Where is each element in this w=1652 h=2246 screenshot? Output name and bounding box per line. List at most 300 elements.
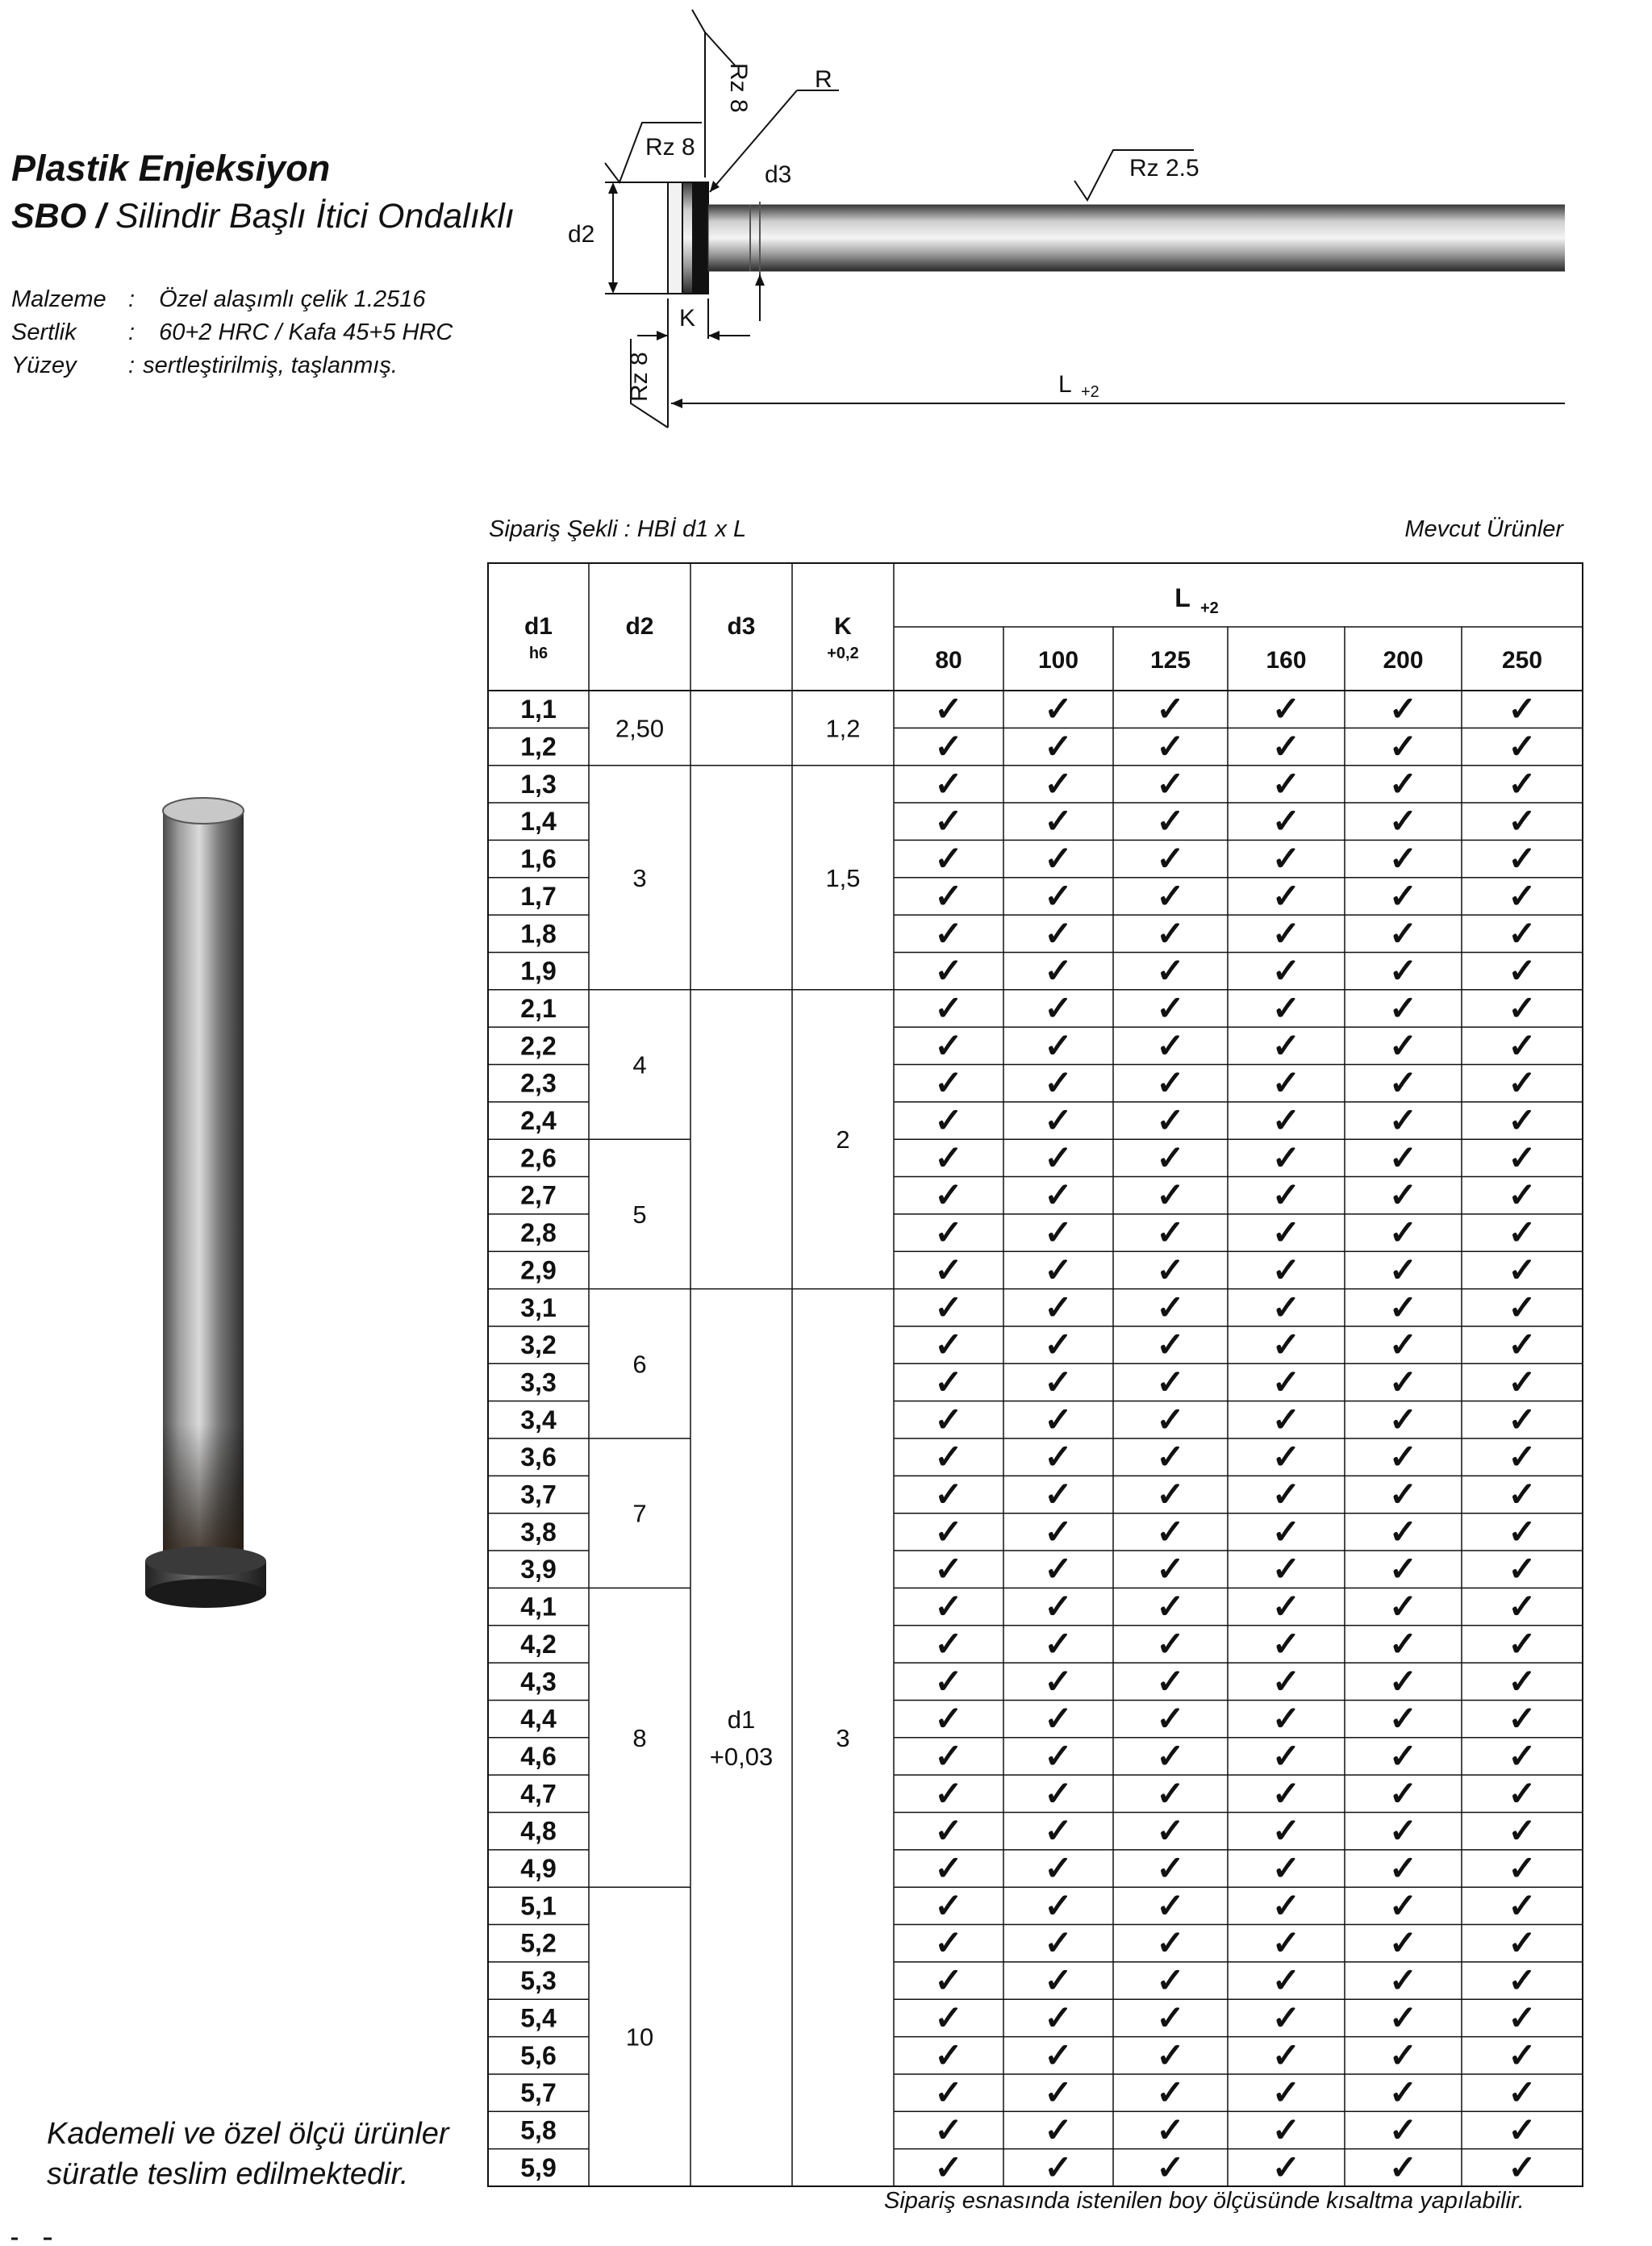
check-mark-icon: ✓ [1388, 1101, 1418, 1140]
check-mark-icon: ✓ [934, 2035, 963, 2074]
check-mark-icon: ✓ [1271, 1736, 1301, 1775]
check-mark-icon: ✓ [1271, 690, 1301, 728]
check-mark-icon: ✓ [1156, 1512, 1185, 1551]
cell-d2: 8 [632, 1723, 647, 1752]
check-mark-icon: ✓ [1271, 1699, 1301, 1738]
check-mark-icon: ✓ [1044, 1438, 1073, 1476]
cell-d1: 2,4 [520, 1106, 557, 1136]
check-mark-icon: ✓ [1044, 1475, 1073, 1513]
check-mark-icon: ✓ [1508, 1026, 1537, 1065]
check-mark-icon: ✓ [934, 1923, 963, 1962]
check-mark-icon: ✓ [1044, 1101, 1073, 1140]
check-mark-icon: ✓ [1508, 1736, 1537, 1775]
check-mark-icon: ✓ [1388, 1175, 1418, 1214]
check-mark-icon: ✓ [1044, 1736, 1073, 1775]
cell-d1: 2,1 [520, 993, 557, 1023]
label-k: K [679, 305, 696, 332]
check-mark-icon: ✓ [1508, 914, 1537, 953]
check-mark-icon: ✓ [1388, 1587, 1418, 1626]
check-mark-icon: ✓ [934, 1736, 963, 1775]
cell-d1: 1,7 [520, 881, 557, 911]
check-mark-icon: ✓ [1044, 988, 1073, 1027]
check-mark-icon: ✓ [1156, 876, 1185, 915]
header-length-160: 160 [1266, 647, 1307, 674]
check-mark-icon: ✓ [934, 1961, 963, 2000]
check-mark-icon: ✓ [1044, 1998, 1073, 2037]
check-mark-icon: ✓ [934, 1063, 963, 1102]
check-mark-icon: ✓ [1044, 1288, 1073, 1326]
check-mark-icon: ✓ [1508, 1288, 1537, 1326]
check-mark-icon: ✓ [934, 1886, 963, 1925]
check-mark-icon: ✓ [1508, 1138, 1537, 1177]
check-mark-icon: ✓ [1388, 764, 1418, 803]
check-mark-icon: ✓ [1044, 802, 1073, 841]
check-mark-icon: ✓ [1508, 876, 1537, 915]
cell-d1: 5,3 [520, 1966, 557, 1996]
check-mark-icon: ✓ [1508, 2110, 1537, 2149]
check-mark-icon: ✓ [1044, 2110, 1073, 2149]
cell-d1: 3,7 [520, 1480, 557, 1509]
check-mark-icon: ✓ [1508, 839, 1537, 878]
check-mark-icon: ✓ [1271, 1213, 1301, 1252]
table-border [488, 563, 1583, 2186]
check-mark-icon: ✓ [1508, 988, 1537, 1027]
check-mark-icon: ✓ [1508, 1774, 1537, 1813]
check-mark-icon: ✓ [1156, 1923, 1185, 1962]
check-mark-icon: ✓ [1508, 1587, 1537, 1626]
check-mark-icon: ✓ [1044, 1886, 1073, 1925]
check-mark-icon: ✓ [1044, 876, 1073, 915]
check-mark-icon: ✓ [934, 690, 963, 728]
cell-d1: 3,3 [520, 1367, 557, 1397]
check-mark-icon: ✓ [1388, 1736, 1418, 1775]
check-mark-icon: ✓ [934, 1325, 963, 1364]
label-rz8-left: Rz 8 [645, 134, 695, 161]
check-mark-icon: ✓ [1156, 1026, 1185, 1065]
check-mark-icon: ✓ [1388, 1774, 1418, 1813]
check-mark-icon: ✓ [1271, 1138, 1301, 1177]
check-mark-icon: ✓ [1156, 1138, 1185, 1177]
check-mark-icon: ✓ [1388, 2073, 1418, 2112]
check-mark-icon: ✓ [1388, 1063, 1418, 1102]
check-mark-icon: ✓ [1044, 1849, 1073, 1888]
check-mark-icon: ✓ [1156, 1400, 1185, 1438]
check-mark-icon: ✓ [1271, 1849, 1301, 1888]
check-mark-icon: ✓ [1156, 1325, 1185, 1364]
check-mark-icon: ✓ [1044, 1325, 1073, 1364]
check-mark-icon: ✓ [1156, 1811, 1185, 1850]
label-d3: d3 [765, 161, 792, 188]
check-mark-icon: ✓ [934, 1288, 963, 1326]
check-mark-icon: ✓ [1271, 914, 1301, 953]
check-mark-icon: ✓ [1508, 1363, 1537, 1401]
check-mark-icon: ✓ [934, 1400, 963, 1438]
check-mark-icon: ✓ [1044, 1363, 1073, 1401]
check-mark-icon: ✓ [1044, 1250, 1073, 1289]
cell-d1: 4,6 [520, 1741, 557, 1771]
check-mark-icon: ✓ [1156, 1961, 1185, 2000]
cell-d1: 3,1 [520, 1292, 557, 1322]
check-mark-icon: ✓ [1156, 1438, 1185, 1476]
check-mark-icon: ✓ [1271, 1175, 1301, 1214]
check-mark-icon: ✓ [1156, 1250, 1185, 1289]
check-mark-icon: ✓ [1156, 1363, 1185, 1401]
check-mark-icon: ✓ [1044, 1138, 1073, 1177]
check-mark-icon: ✓ [1156, 1213, 1185, 1252]
check-mark-icon: ✓ [1156, 802, 1185, 841]
cell-d1: 3,4 [520, 1405, 557, 1434]
check-mark-icon: ✓ [1271, 1662, 1301, 1701]
check-mark-icon: ✓ [1388, 914, 1418, 953]
check-mark-icon: ✓ [1156, 1063, 1185, 1102]
cell-d1: 4,8 [520, 1816, 557, 1846]
check-mark-icon: ✓ [934, 1250, 963, 1289]
check-mark-icon: ✓ [1508, 1101, 1537, 1140]
check-mark-icon: ✓ [1388, 2110, 1418, 2149]
cell-d2: 10 [625, 2023, 654, 2052]
cell-d1: 2,8 [520, 1218, 557, 1248]
cell-d2: 2,50 [615, 714, 665, 743]
check-mark-icon: ✓ [934, 2110, 963, 2149]
cell-d1: 4,1 [520, 1592, 557, 1622]
check-mark-icon: ✓ [1271, 1998, 1301, 2037]
check-mark-icon: ✓ [1388, 876, 1418, 915]
check-mark-icon: ✓ [1508, 1961, 1537, 2000]
header-length-125: 125 [1149, 647, 1191, 674]
check-mark-icon: ✓ [1388, 1512, 1418, 1551]
label-r: R [815, 66, 832, 93]
check-mark-icon: ✓ [1271, 1363, 1301, 1401]
spec-value: Özel alaşımlı çelik 1.2516 [159, 286, 426, 312]
check-mark-icon: ✓ [934, 2073, 963, 2112]
check-mark-icon: ✓ [1508, 1512, 1537, 1551]
check-mark-icon: ✓ [1156, 1101, 1185, 1140]
header-d1-tolerance: h6 [528, 645, 549, 662]
check-mark-icon: ✓ [1271, 1026, 1301, 1065]
header-l-tolerance: +2 [1200, 599, 1219, 617]
check-mark-icon: ✓ [1156, 764, 1185, 803]
check-mark-icon: ✓ [1508, 1811, 1537, 1850]
check-mark-icon: ✓ [934, 1811, 963, 1850]
check-mark-icon: ✓ [1388, 2035, 1418, 2074]
cell-d1: 1,1 [520, 695, 557, 724]
check-mark-icon: ✓ [934, 802, 963, 841]
header-d3: d3 [727, 613, 756, 640]
check-mark-icon: ✓ [1156, 1774, 1185, 1813]
check-mark-icon: ✓ [1044, 1811, 1073, 1850]
header-d1: d1 [524, 613, 553, 640]
cell-d1: 5,8 [520, 2115, 557, 2145]
check-mark-icon: ✓ [1044, 1213, 1073, 1252]
check-mark-icon: ✓ [1044, 1662, 1073, 1701]
header-k: K [834, 613, 852, 640]
check-mark-icon: ✓ [1271, 1550, 1301, 1588]
check-mark-icon: ✓ [1388, 1400, 1418, 1438]
cell-k: 2 [836, 1125, 850, 1154]
check-mark-icon: ✓ [1508, 1175, 1537, 1214]
check-mark-icon: ✓ [1156, 1998, 1185, 2037]
check-mark-icon: ✓ [1388, 802, 1418, 841]
check-mark-icon: ✓ [1156, 1624, 1185, 1663]
check-mark-icon: ✓ [1044, 1026, 1073, 1065]
check-mark-icon: ✓ [934, 1624, 963, 1663]
check-mark-icon: ✓ [1508, 1325, 1537, 1364]
check-mark-icon: ✓ [934, 1662, 963, 1701]
order-format: Sipariş Şekli : HBİ d1 x L [489, 516, 747, 542]
check-mark-icon: ✓ [1508, 690, 1537, 728]
cell-d2: 6 [632, 1350, 647, 1379]
check-mark-icon: ✓ [1271, 764, 1301, 803]
check-mark-icon: ✓ [1044, 914, 1073, 953]
check-mark-icon: ✓ [1271, 1624, 1301, 1663]
check-mark-icon: ✓ [1271, 1288, 1301, 1326]
cell-d1: 1,3 [520, 769, 557, 799]
cell-k: 1,2 [825, 714, 861, 743]
check-mark-icon: ✓ [1388, 2148, 1418, 2186]
cell-d3: d1 [727, 1705, 756, 1734]
check-mark-icon: ✓ [1271, 1587, 1301, 1626]
check-mark-icon: ✓ [1508, 951, 1537, 990]
check-mark-icon: ✓ [1156, 1175, 1185, 1214]
check-mark-icon: ✓ [1044, 1961, 1073, 2000]
check-mark-icon: ✓ [1508, 764, 1537, 803]
check-mark-icon: ✓ [1388, 1662, 1418, 1701]
check-mark-icon: ✓ [934, 839, 963, 878]
check-mark-icon: ✓ [1156, 1736, 1185, 1775]
header-length-100: 100 [1037, 647, 1079, 674]
cell-d1: 3,8 [520, 1517, 557, 1547]
spec-label: Yüzey [11, 353, 77, 378]
spec-hardness: Sertlik : 60+2 HRC / Kafa 45+5 HRC [11, 319, 453, 345]
check-mark-icon: ✓ [1388, 1250, 1418, 1289]
cell-d1: 5,7 [520, 2078, 557, 2108]
header-k-tolerance: +0,2 [827, 645, 859, 662]
check-mark-icon: ✓ [1156, 1587, 1185, 1626]
check-mark-icon: ✓ [1044, 2035, 1073, 2074]
check-mark-icon: ✓ [1508, 802, 1537, 841]
check-mark-icon: ✓ [1156, 988, 1185, 1027]
check-mark-icon: ✓ [1388, 1849, 1418, 1888]
check-mark-icon: ✓ [1388, 1699, 1418, 1738]
check-mark-icon: ✓ [934, 1998, 963, 2037]
check-mark-icon: ✓ [1388, 1213, 1418, 1252]
check-mark-icon: ✓ [1044, 2148, 1073, 2186]
check-mark-icon: ✓ [1044, 1175, 1073, 1214]
check-mark-icon: ✓ [1271, 951, 1301, 990]
check-mark-icon: ✓ [1388, 1998, 1418, 2037]
cell-d1: 1,4 [520, 807, 557, 837]
cell-d2: 4 [632, 1050, 647, 1079]
cell-d3: +0,03 [709, 1742, 774, 1771]
check-mark-icon: ✓ [1156, 1886, 1185, 1925]
check-mark-icon: ✓ [934, 1175, 963, 1214]
check-mark-icon: ✓ [1508, 727, 1537, 766]
cell-d1: 4,3 [520, 1667, 557, 1697]
check-mark-icon: ✓ [1271, 1438, 1301, 1476]
label-l: L [1058, 371, 1072, 398]
check-mark-icon: ✓ [1044, 1512, 1073, 1551]
check-mark-icon: ✓ [934, 1512, 963, 1551]
check-mark-icon: ✓ [934, 1550, 963, 1588]
check-mark-icon: ✓ [1271, 2035, 1301, 2074]
label-rz25: Rz 2.5 [1129, 155, 1199, 182]
check-mark-icon: ✓ [1044, 1550, 1073, 1588]
spec-value: sertleştirilmiş, taşlanmış. [143, 353, 398, 378]
check-mark-icon: ✓ [1156, 1849, 1185, 1888]
check-mark-icon: ✓ [934, 727, 963, 766]
check-mark-icon: ✓ [1388, 1624, 1418, 1663]
cell-d1: 1,9 [520, 956, 557, 986]
check-mark-icon: ✓ [1508, 1250, 1537, 1289]
check-mark-icon: ✓ [934, 1213, 963, 1252]
check-mark-icon: ✓ [1271, 1400, 1301, 1438]
cell-d1: 4,7 [520, 1779, 557, 1809]
spec-surface: Yüzey : sertleştirilmiş, taşlanmış. [11, 353, 398, 378]
check-mark-icon: ✓ [1271, 727, 1301, 766]
check-mark-icon: ✓ [1044, 1624, 1073, 1663]
check-mark-icon: ✓ [1271, 1325, 1301, 1364]
check-mark-icon: ✓ [1044, 1400, 1073, 1438]
cell-d2: 7 [632, 1499, 647, 1528]
check-mark-icon: ✓ [1388, 1811, 1418, 1850]
spec-value: 60+2 HRC / Kafa 45+5 HRC [159, 319, 453, 345]
check-mark-icon: ✓ [1271, 1101, 1301, 1140]
label-d2: d2 [568, 221, 595, 248]
cell-d1: 5,9 [520, 2152, 557, 2182]
header-d2: d2 [625, 613, 654, 640]
check-mark-icon: ✓ [1044, 1587, 1073, 1626]
cell-d1: 1,2 [520, 732, 557, 762]
check-mark-icon: ✓ [1271, 1063, 1301, 1102]
check-mark-icon: ✓ [1388, 1288, 1418, 1326]
check-mark-icon: ✓ [1388, 839, 1418, 878]
check-mark-icon: ✓ [1508, 1662, 1537, 1701]
check-mark-icon: ✓ [934, 1101, 963, 1140]
cell-d1: 3,6 [520, 1442, 557, 1472]
check-mark-icon: ✓ [1271, 802, 1301, 841]
check-mark-icon: ✓ [934, 1699, 963, 1738]
check-mark-icon: ✓ [1044, 839, 1073, 878]
check-mark-icon: ✓ [1044, 951, 1073, 990]
header-length-200: 200 [1383, 647, 1424, 674]
available-label: Mevcut Ürünler [1404, 516, 1563, 542]
check-mark-icon: ✓ [1508, 1063, 1537, 1102]
check-mark-icon: ✓ [1508, 1624, 1537, 1663]
check-mark-icon: ✓ [1156, 951, 1185, 990]
header-l: L [1174, 583, 1191, 612]
check-mark-icon: ✓ [1388, 1475, 1418, 1513]
check-mark-icon: ✓ [1508, 1213, 1537, 1252]
page-title: Plastik Enjeksiyon [11, 148, 331, 189]
check-mark-icon: ✓ [1156, 2110, 1185, 2149]
check-mark-icon: ✓ [1156, 1550, 1185, 1588]
check-mark-icon: ✓ [1156, 2073, 1185, 2112]
spec-label: Sertlik [11, 319, 77, 345]
check-mark-icon: ✓ [1044, 1774, 1073, 1813]
check-mark-icon: ✓ [934, 1774, 963, 1813]
check-mark-icon: ✓ [1388, 1550, 1418, 1588]
check-mark-icon: ✓ [1388, 727, 1418, 766]
check-mark-icon: ✓ [1271, 1475, 1301, 1513]
check-mark-icon: ✓ [1044, 727, 1073, 766]
check-mark-icon: ✓ [1388, 988, 1418, 1027]
check-mark-icon: ✓ [1044, 1923, 1073, 1962]
spec-material: Malzeme : Özel alaşımlı çelik 1.2516 [11, 286, 426, 312]
check-mark-icon: ✓ [1508, 1849, 1537, 1888]
check-mark-icon: ✓ [1508, 1886, 1537, 1925]
label-rz8-bottom: Rz 8 [626, 352, 653, 402]
check-mark-icon: ✓ [1044, 764, 1073, 803]
header-length-250: 250 [1501, 647, 1543, 674]
check-mark-icon: ✓ [1156, 914, 1185, 953]
check-mark-icon: ✓ [1156, 839, 1185, 878]
check-mark-icon: ✓ [1271, 2110, 1301, 2149]
check-mark-icon: ✓ [934, 2148, 963, 2186]
product-code: SBO / [11, 197, 106, 236]
check-mark-icon: ✓ [1508, 1438, 1537, 1476]
cell-k: 1,5 [825, 863, 861, 892]
check-mark-icon: ✓ [1388, 1923, 1418, 1962]
check-mark-icon: ✓ [1271, 2073, 1301, 2112]
check-mark-icon: ✓ [1271, 839, 1301, 878]
check-mark-icon: ✓ [1508, 1998, 1537, 2037]
check-mark-icon: ✓ [1508, 2148, 1537, 2186]
check-mark-icon: ✓ [1271, 1250, 1301, 1289]
page-mark [11, 2231, 60, 2240]
check-mark-icon: ✓ [934, 951, 963, 990]
cell-d1: 1,8 [520, 919, 557, 949]
check-mark-icon: ✓ [1388, 1325, 1418, 1364]
product-name: Silindir Başlı İtici Ondalıklı [115, 197, 515, 236]
check-mark-icon: ✓ [1156, 1475, 1185, 1513]
check-mark-icon: ✓ [1271, 2148, 1301, 2186]
check-mark-icon: ✓ [1508, 1699, 1537, 1738]
check-mark-icon: ✓ [1271, 1886, 1301, 1925]
check-mark-icon: ✓ [1508, 2035, 1537, 2074]
cell-d1: 5,4 [520, 2003, 557, 2033]
check-mark-icon: ✓ [934, 1475, 963, 1513]
check-mark-icon: ✓ [1156, 2035, 1185, 2074]
label-rz8-top: Rz 8 [725, 63, 752, 113]
cell-d1: 5,6 [520, 2040, 557, 2070]
check-mark-icon: ✓ [1156, 2148, 1185, 2186]
cell-d2: 3 [632, 863, 647, 892]
check-mark-icon: ✓ [1508, 1400, 1537, 1438]
check-mark-icon: ✓ [1156, 727, 1185, 766]
cell-d1: 2,2 [520, 1031, 557, 1061]
check-mark-icon: ✓ [1156, 1662, 1185, 1701]
cell-d1: 2,9 [520, 1255, 557, 1285]
check-mark-icon: ✓ [1388, 690, 1418, 728]
check-mark-icon: ✓ [1388, 1886, 1418, 1925]
check-mark-icon: ✓ [934, 914, 963, 953]
cell-d1: 3,2 [520, 1330, 557, 1360]
check-mark-icon: ✓ [1156, 1699, 1185, 1738]
header-length-80: 80 [935, 647, 962, 674]
check-mark-icon: ✓ [934, 988, 963, 1027]
cell-d1: 5,1 [520, 1891, 557, 1921]
check-mark-icon: ✓ [1508, 1550, 1537, 1588]
check-mark-icon: ✓ [1271, 1923, 1301, 1962]
spec-label: Malzeme [11, 286, 106, 312]
cell-d1: 4,9 [520, 1854, 557, 1884]
check-mark-icon: ✓ [1508, 1475, 1537, 1513]
check-mark-icon: ✓ [934, 1138, 963, 1177]
cell-d1: 5,2 [520, 1928, 557, 1958]
promo-line: Kademeli ve özel ölçü ürünler [47, 2117, 449, 2151]
check-mark-icon: ✓ [1156, 1288, 1185, 1326]
check-mark-icon: ✓ [1271, 1774, 1301, 1813]
